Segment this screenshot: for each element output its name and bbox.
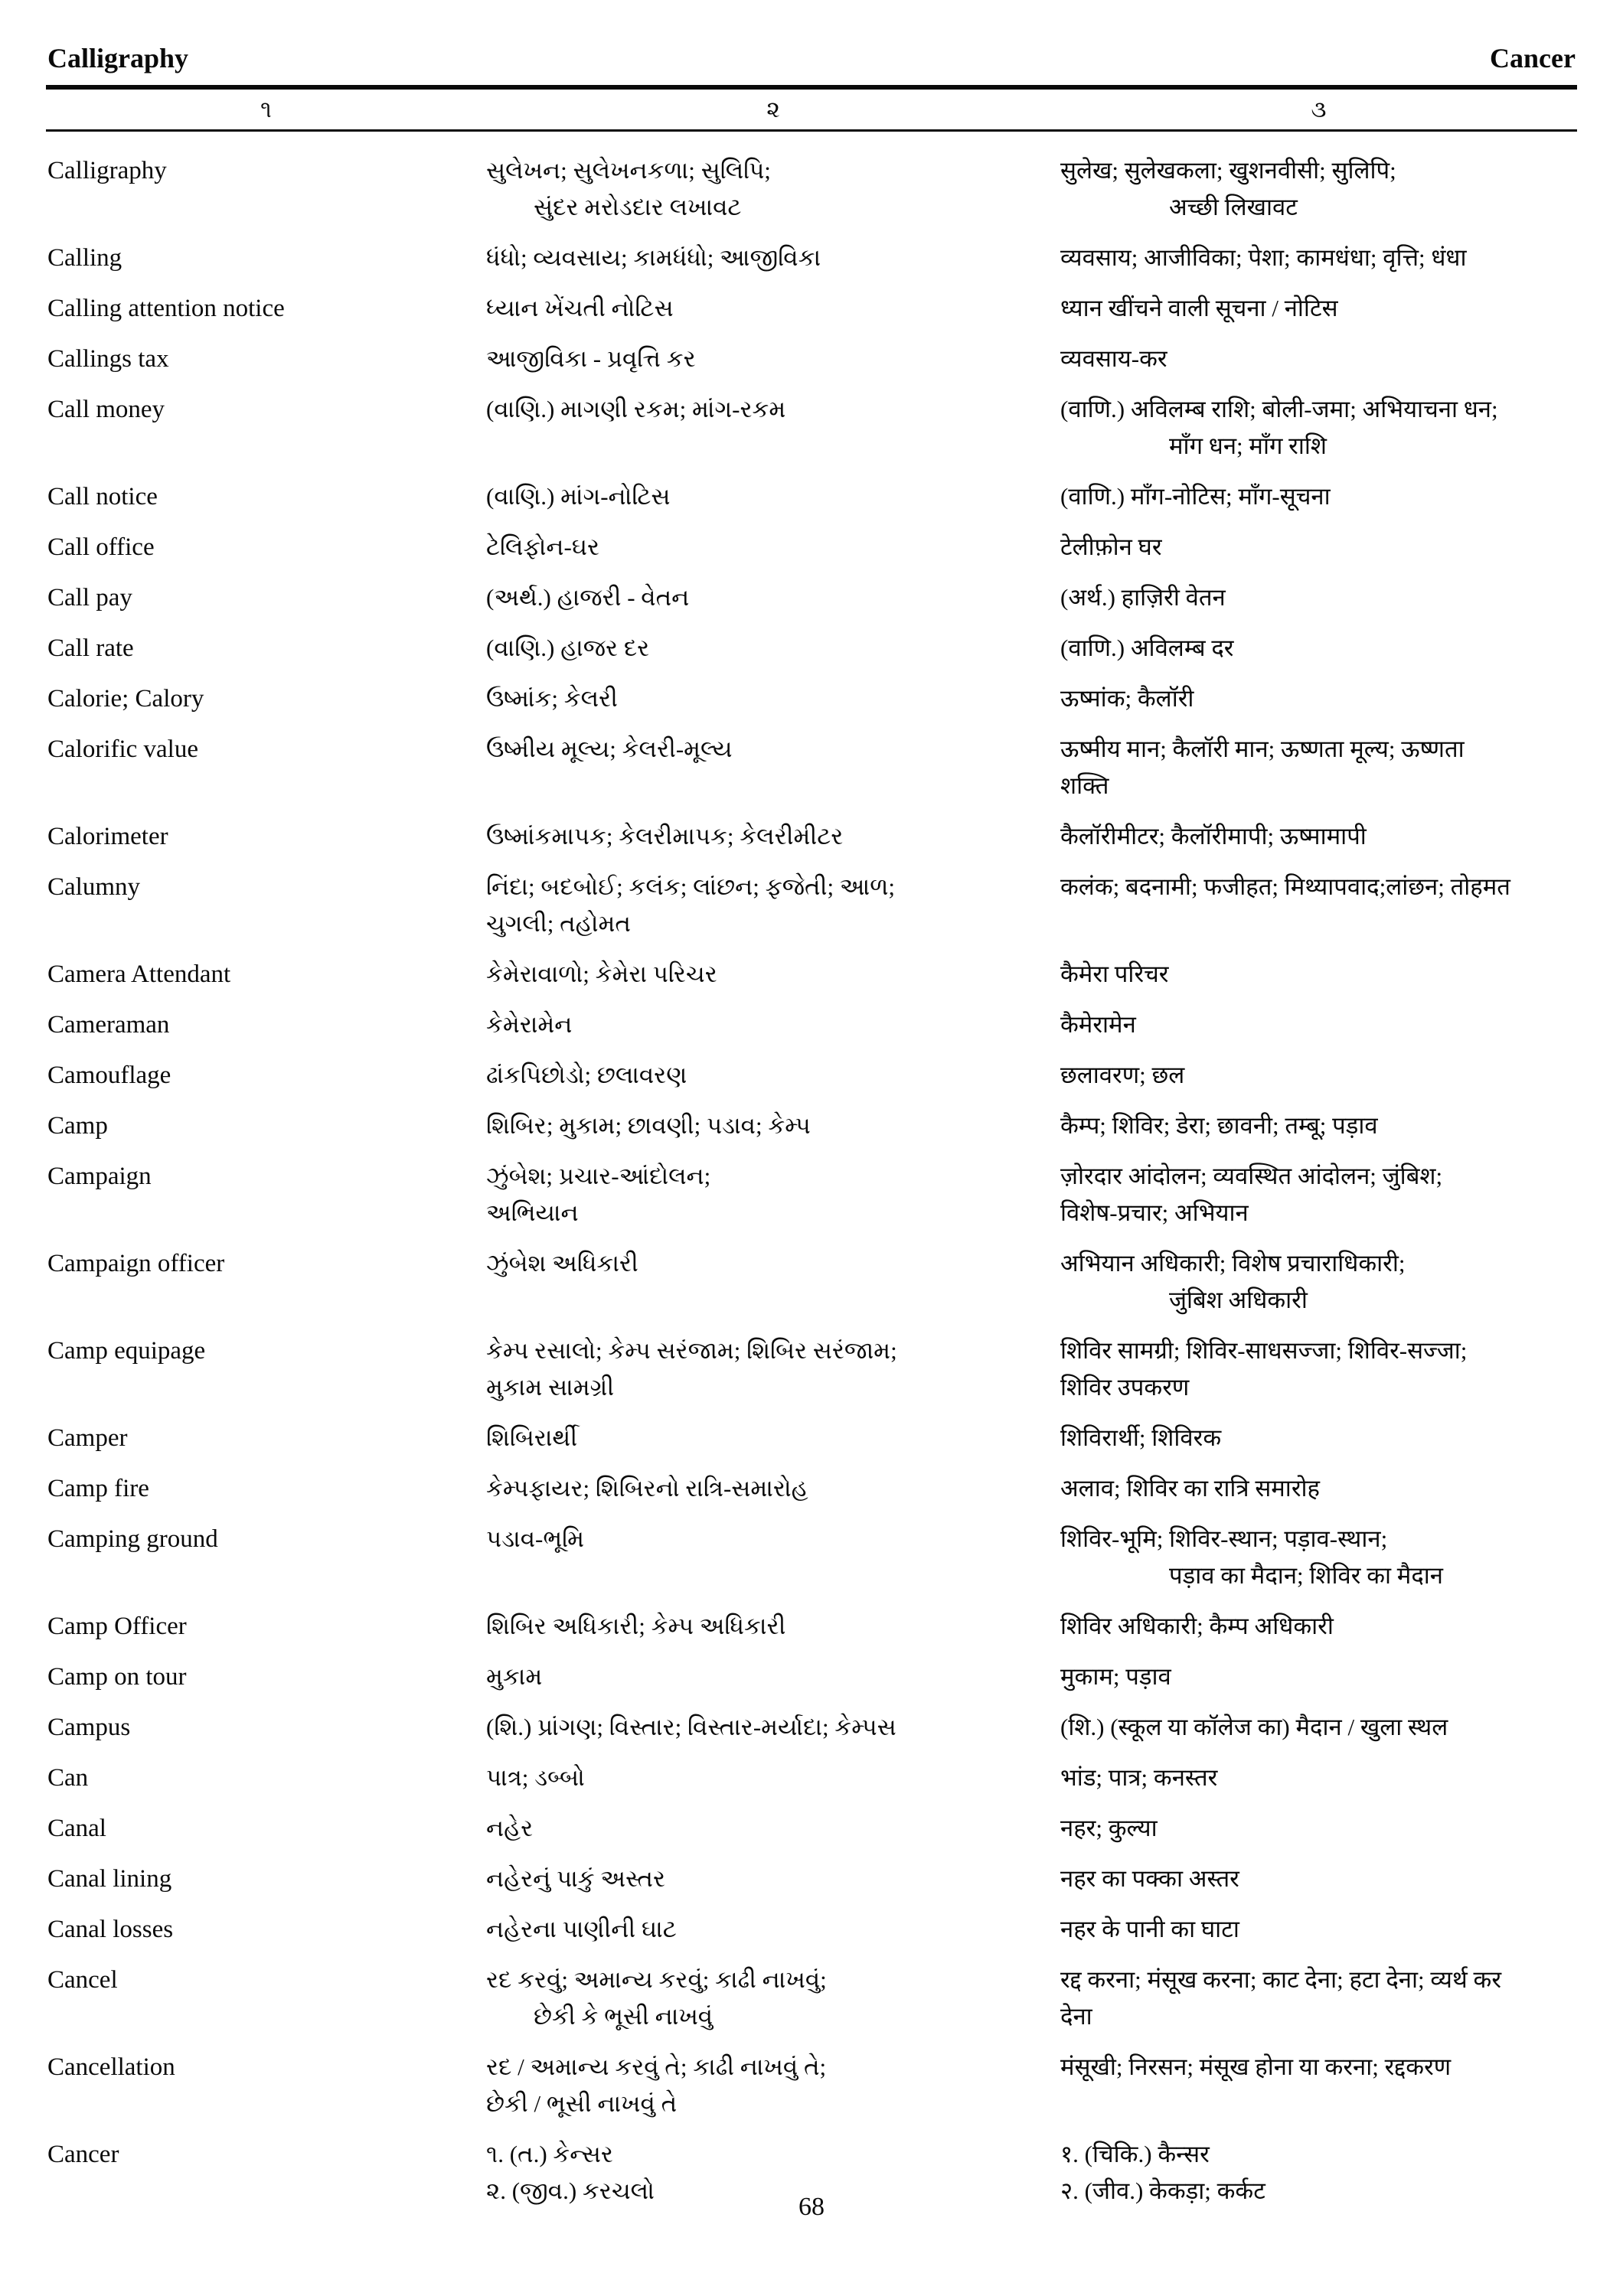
gujarati-line: ધ્યાન ખેંચતી નોટિસ: [486, 295, 674, 321]
entry-gujarati-translation: [486, 630, 1060, 667]
entry-gujarati-translation: [486, 1658, 1060, 1695]
entry-gujarati-translation: [486, 1521, 1060, 1557]
entry-hindi-translation: [1060, 579, 1577, 616]
gujarati-line: રદ કરવું; અમાન્ય કરવું; કાઢી નાખવું;: [486, 1966, 827, 1993]
entry-english-term: Camouflage: [47, 1062, 171, 1089]
running-head-right-word: Cancer: [1490, 43, 1576, 73]
gujarati-line: આજીવિકા - પ્રવૃત્તિ કર: [486, 345, 696, 372]
entry-english-term: Calorific value: [47, 735, 199, 763]
dictionary-row: [46, 1601, 1577, 1652]
entry-english-term: Call money: [47, 396, 165, 423]
entry-english-term: Campus: [47, 1714, 131, 1741]
entry-gujarati-translation: [486, 478, 1060, 515]
entry-english-term: Calorie; Calory: [47, 685, 204, 713]
dictionary-row: [46, 1955, 1577, 2042]
dictionary-row: [46, 1326, 1577, 1413]
gujarati-line: સુંદર મરોડદાર લખાવટ: [534, 194, 742, 220]
hindi-line: पड़ाव का मैदान; शिविर का मैदान: [1169, 1562, 1444, 1589]
hindi-line: कैम्प; शिविर; डेरा; छावनी; तम्बू; पड़ाव: [1060, 1112, 1378, 1139]
hindi-line: टेलीफ़ोन घर: [1060, 533, 1162, 560]
dictionary-row: [46, 1702, 1577, 1753]
gujarati-line: છેકી કે ભૂસી નાખવું: [534, 2003, 714, 2030]
gujarati-line: (વાણિ.) માંગ-નોટિસ: [486, 483, 671, 510]
dictionary-row: [46, 145, 1577, 233]
dictionary-row: [46, 811, 1577, 862]
header-rule-thin: [46, 129, 1577, 132]
hindi-line: कैमेरा परिचर: [1060, 960, 1169, 987]
hindi-line: कैलॉरीमीटर; कैलॉरीमापी; ऊष्मामापी: [1060, 823, 1367, 850]
entry-hindi-translation: [1060, 240, 1577, 276]
hindi-line: १. (चिकि.) कैन्सर: [1060, 2141, 1210, 2167]
dictionary-row: [46, 1151, 1577, 1238]
entry-hindi-translation: [1060, 1158, 1577, 1231]
gujarati-line: શિબિર અધિકારી; કેમ્પ અધિકારી: [486, 1613, 786, 1639]
gujarati-line: શિબિર; મુકામ; છાવણી; પડાવ; કેમ્પ: [486, 1112, 811, 1139]
hindi-line: ज़ोरदार आंदोलन; व्यवस्थित आंदोलन; जुंबिश;: [1060, 1163, 1443, 1189]
gujarati-line: કેમ્પ રસાલો; કેમ્પ સરંજામ; શિબિર સરંજામ;: [486, 1337, 897, 1364]
entry-gujarati-translation: [486, 956, 1060, 993]
gujarati-line: ઉષ્માંકમાપક; કેલરીમાપક; કેલરીમીટર: [486, 823, 844, 850]
entry-hindi-translation: [1060, 1709, 1577, 1746]
dictionary-row: [46, 1854, 1577, 1904]
dictionary-row: [46, 1514, 1577, 1601]
entry-english-term: Camp: [47, 1112, 108, 1140]
gujarati-line: ટેલિફોન-ઘર: [486, 533, 600, 560]
entry-english-term: Camper: [47, 1424, 128, 1452]
dictionary-row: [46, 623, 1577, 673]
hindi-line: नहर के पानी का घाटा: [1060, 1916, 1239, 1942]
gujarati-line: (વાણિ.) હાજર દર: [486, 634, 650, 661]
entry-gujarati-translation: [486, 1709, 1060, 1746]
dictionary-row: [46, 2042, 1577, 2129]
dictionary-row: [46, 1904, 1577, 1955]
entry-gujarati-translation: [486, 341, 1060, 377]
entry-english-term: Canal lining: [47, 1865, 172, 1893]
entry-english-term: Calling attention notice: [47, 295, 285, 322]
hindi-line: (शि.) (स्कूल या कॉलेज का) मैदान / खुला स्थल: [1060, 1714, 1448, 1740]
entry-gujarati-translation: [486, 152, 1060, 226]
entry-english-term: Cancel: [47, 1966, 118, 1994]
dictionary-row: [46, 1000, 1577, 1050]
gujarati-line: ઉષ્માંક; કેલરી: [486, 685, 618, 712]
dictionary-row: [46, 384, 1577, 471]
entry-gujarati-translation: [486, 290, 1060, 327]
gujarati-line: ઝુંબેશ અધિકારી: [486, 1250, 638, 1277]
hindi-line: व्यवसाय-कर: [1060, 345, 1167, 372]
dictionary-row: [46, 1101, 1577, 1151]
gujarati-line: કેમેરાવાળો; કેમેરા પરિચર: [486, 960, 717, 987]
entry-hindi-translation: [1060, 152, 1577, 226]
entry-gujarati-translation: [486, 1245, 1060, 1282]
entry-gujarati-translation: [486, 391, 1060, 428]
dictionary-row: [46, 283, 1577, 334]
entry-english-term: Calligraphy: [47, 157, 167, 184]
hindi-line: सुलेख; सुलेखकला; खुशनवीसी; सुलिपि;: [1060, 157, 1396, 184]
hindi-line: छलावरण; छल: [1060, 1062, 1185, 1088]
entry-gujarati-translation: [486, 1962, 1060, 2035]
entry-hindi-translation: [1060, 1006, 1577, 1043]
entry-gujarati-translation: [486, 1760, 1060, 1796]
entry-gujarati-translation: [486, 1107, 1060, 1144]
entry-gujarati-translation: [486, 1332, 1060, 1406]
gujarati-line: કેમેરામેન: [486, 1011, 573, 1038]
hindi-line: अभियान अधिकारी; विशेष प्रचाराधिकारी;: [1060, 1250, 1406, 1277]
gujarati-line: ૧. (ત.) કેન્સર: [486, 2141, 613, 2167]
entry-hindi-translation: [1060, 1420, 1577, 1456]
hindi-line: नहर का पक्का अस्तर: [1060, 1865, 1239, 1892]
gujarati-line: (અર્થ.) હાજરી - વેતન: [486, 584, 690, 611]
entry-hindi-translation: [1060, 1911, 1577, 1948]
dictionary-row: [46, 334, 1577, 384]
hindi-line: ऊष्मीय मान; कैलॉरी मान; ऊष्णता मूल्य; ऊष्णता: [1060, 735, 1465, 762]
gujarati-line: ચુગલી; તહોમત: [486, 910, 631, 937]
hindi-line: मंसूखी; निरसन; मंसूख होना या करना; रद्दकरण: [1060, 2053, 1452, 2080]
entry-hindi-translation: [1060, 341, 1577, 377]
dictionary-row: [46, 949, 1577, 1000]
entry-english-term: Calumny: [47, 873, 140, 901]
dictionary-row: [46, 1050, 1577, 1101]
entry-hindi-translation: [1060, 1962, 1577, 2035]
gujarati-line: મુકામ: [486, 1663, 543, 1690]
entry-english-term: Camp equipage: [47, 1337, 206, 1365]
entry-gujarati-translation: [486, 818, 1060, 855]
entry-english-term: Canal losses: [47, 1916, 174, 1943]
gujarati-line: શિબિરાર્થી: [486, 1424, 578, 1451]
entry-gujarati-translation: [486, 1911, 1060, 1948]
gujarati-line: મુકામ સામગ્રી: [486, 1374, 615, 1401]
hindi-line: शिविरार्थी; शिविरक: [1060, 1424, 1222, 1451]
entry-hindi-translation: [1060, 391, 1577, 465]
hindi-line: (वाणि.) अविलम्ब दर: [1060, 634, 1234, 661]
gujarati-line: રદ / અમાન્ય કરવું તે; કાઢી નાખવું તે;: [486, 2053, 827, 2080]
entry-hindi-translation: [1060, 1107, 1577, 1144]
dictionary-row: [46, 522, 1577, 572]
hindi-line: शिविर-भूमि; शिविर-स्थान; पड़ाव-स्थान;: [1060, 1525, 1388, 1552]
entry-english-term: Can: [47, 1764, 89, 1792]
gujarati-line: નિંદા; બદબોઈ; કલંક; લાંછન; ફજેતી; આળ;: [486, 873, 896, 900]
hindi-line: माँग धन; माँग राशि: [1169, 432, 1327, 459]
gujarati-line: ઝુંબેશ; પ્રચાર-આંદોલન;: [486, 1163, 711, 1189]
entry-english-term: Calling: [47, 244, 122, 272]
entry-gujarati-translation: [486, 1470, 1060, 1507]
gujarati-line: (શિ.) પ્રાંગણ; વિસ્તાર; વિસ્તાર-મર્યાદા; કેમ્પસ: [486, 1714, 896, 1740]
column-number-3: ૩: [1311, 97, 1327, 122]
entry-hindi-translation: [1060, 1245, 1577, 1319]
dictionary-row: [46, 1652, 1577, 1702]
entry-gujarati-translation: [486, 680, 1060, 717]
entry-hindi-translation: [1060, 2049, 1577, 2086]
dictionary-row: [46, 1753, 1577, 1803]
hindi-line: व्यवसाय; आजीविका; पेशा; कामधंधा; वृत्ति; धंधा: [1060, 244, 1467, 271]
entry-english-term: Campaign officer: [47, 1250, 225, 1277]
entry-english-term: Callings tax: [47, 345, 169, 373]
entry-hindi-translation: [1060, 731, 1577, 804]
running-head: [46, 42, 1577, 82]
entry-hindi-translation: [1060, 1810, 1577, 1847]
entry-gujarati-translation: [486, 529, 1060, 566]
dictionary-row: [46, 233, 1577, 283]
dictionary-row: [46, 862, 1577, 949]
dictionary-row: [46, 1803, 1577, 1854]
entry-hindi-translation: [1060, 1470, 1577, 1507]
dictionary-row: [46, 471, 1577, 522]
entry-hindi-translation: [1060, 1057, 1577, 1094]
hindi-line: देना: [1060, 2003, 1092, 2030]
hindi-line: ध्यान खींचने वाली सूचना / नोटिस: [1060, 295, 1338, 321]
hindi-line: कलंक; बदनामी; फजीहत; मिथ्यापवाद;लांछन; तोहमत: [1060, 873, 1510, 900]
gujarati-line: (વાણિ.) માગણી રકમ; માંગ-રકમ: [486, 396, 786, 422]
entry-english-term: Camp on tour: [47, 1663, 187, 1691]
hindi-line: नहर; कुल्या: [1060, 1815, 1158, 1841]
entry-gujarati-translation: [486, 1158, 1060, 1231]
hindi-line: कैमेरामेन: [1060, 1011, 1136, 1038]
column-number-2: ૨: [766, 97, 780, 122]
entry-english-term: Call rate: [47, 634, 134, 662]
gujarati-line: છેકી / ભૂસી નાખવું તે: [486, 2090, 678, 2117]
entry-hindi-translation: [1060, 290, 1577, 327]
entry-english-term: Cameraman: [47, 1011, 170, 1039]
hindi-line: शिविर सामग्री; शिविर-साधसज्जा; शिविर-सज्जा;: [1060, 1337, 1468, 1364]
entry-gujarati-translation: [486, 1057, 1060, 1094]
entry-gujarati-translation: [486, 1810, 1060, 1847]
entry-list: [46, 145, 1577, 2216]
entry-gujarati-translation: [486, 869, 1060, 942]
hindi-line: जुंबिश अधिकारी: [1169, 1287, 1308, 1313]
hindi-line: अच्छी लिखावट: [1169, 194, 1298, 220]
hindi-line: (अर्थ.) हाज़िरी वेतन: [1060, 584, 1226, 611]
entry-english-term: Cancer: [47, 2141, 119, 2168]
entry-gujarati-translation: [486, 1608, 1060, 1645]
entry-hindi-translation: [1060, 1332, 1577, 1406]
entry-english-term: Call office: [47, 533, 155, 561]
hindi-line: ऊष्मांक; कैलॉरी: [1060, 685, 1194, 712]
hindi-line: (वाणि.) माँग-नोटिस; माँग-सूचना: [1060, 483, 1331, 510]
dictionary-page: [46, 42, 1577, 2221]
hindi-line: शिविर अधिकारी; कैम्प अधिकारी: [1060, 1613, 1334, 1639]
gujarati-line: કેમ્પફાયર; શિબિરનો રાત્રિ-સમારોહ: [486, 1475, 808, 1502]
entry-gujarati-translation: [486, 1420, 1060, 1456]
column-number-row: [46, 90, 1577, 129]
dictionary-row: [46, 1413, 1577, 1463]
entry-english-term: Camp fire: [47, 1475, 149, 1502]
gujarati-line: નહેર: [486, 1815, 534, 1841]
hindi-line: भांड; पात्र; कनस्तर: [1060, 1764, 1218, 1791]
entry-hindi-translation: [1060, 1521, 1577, 1594]
running-head-left-word: Calligraphy: [47, 43, 189, 73]
entry-gujarati-translation: [486, 2049, 1060, 2122]
entry-hindi-translation: [1060, 869, 1577, 905]
gujarati-line: સુલેખન; સુલેખનકળા; સુલિપિ;: [486, 157, 771, 184]
gujarati-line: પાત્ર; ડબ્બો: [486, 1764, 585, 1791]
hindi-line: शक्ति: [1060, 772, 1109, 799]
entry-hindi-translation: [1060, 1608, 1577, 1645]
gujarati-line: નહેરનું પાકું અસ્તર: [486, 1865, 665, 1892]
gujarati-line: અભિયાન: [486, 1199, 579, 1226]
dictionary-row: [46, 1463, 1577, 1514]
entry-hindi-translation: [1060, 818, 1577, 855]
entry-gujarati-translation: [486, 240, 1060, 276]
hindi-line: मुकाम; पड़ाव: [1060, 1663, 1171, 1690]
gujarati-line: પડાવ-ભૂમિ: [486, 1525, 585, 1552]
entry-gujarati-translation: [486, 731, 1060, 768]
entry-english-term: Call notice: [47, 483, 158, 510]
hindi-line: रद्द करना; मंसूख करना; काट देना; हटा देना; व्यर्थ कर: [1060, 1966, 1502, 1993]
entry-english-term: Cancellation: [47, 2053, 175, 2081]
entry-english-term: Campaign: [47, 1163, 152, 1190]
dictionary-row: [46, 673, 1577, 724]
gujarati-line: નહેરના પાણીની ઘાટ: [486, 1916, 677, 1942]
entry-hindi-translation: [1060, 680, 1577, 717]
hindi-line: २. (जीव.) केकड़ा; कर्कट: [1060, 2177, 1265, 2204]
dictionary-row: [46, 724, 1577, 811]
entry-hindi-translation: [1060, 1861, 1577, 1897]
gujarati-line: ૨. (જીવ.) કરચલો: [486, 2177, 655, 2204]
column-number-1: ૧: [260, 97, 272, 122]
entry-english-term: Canal: [47, 1815, 106, 1842]
hindi-line: अलाव; शिविर का रात्रि समारोह: [1060, 1475, 1321, 1502]
gujarati-line: ધંધો; વ્યવસાય; કામધંધો; આજીવિકા: [486, 244, 821, 271]
entry-english-term: Camera Attendant: [47, 960, 231, 988]
hindi-line: विशेष-प्रचार; अभियान: [1060, 1199, 1249, 1226]
hindi-line: (वाणि.) अविलम्ब राशि; बोली-जमा; अभियाचना धन;: [1060, 396, 1498, 422]
entry-english-term: Call pay: [47, 584, 132, 612]
hindi-line: शिविर उपकरण: [1060, 1374, 1190, 1401]
entry-hindi-translation: [1060, 630, 1577, 667]
entry-english-term: Calorimeter: [47, 823, 168, 850]
gujarati-line: ઉષ્મીય મૂલ્ય; કેલરી-મૂલ્ય: [486, 735, 733, 762]
entry-hindi-translation: [1060, 1658, 1577, 1695]
dictionary-row: [46, 1238, 1577, 1326]
entry-hindi-translation: [1060, 529, 1577, 566]
entry-english-term: Camping ground: [47, 1525, 218, 1553]
entry-hindi-translation: [1060, 478, 1577, 515]
entry-gujarati-translation: [486, 579, 1060, 616]
entry-english-term: Camp Officer: [47, 1613, 187, 1640]
entry-hindi-translation: [1060, 956, 1577, 993]
entry-gujarati-translation: [486, 1006, 1060, 1043]
dictionary-row: [46, 572, 1577, 623]
gujarati-line: ઢાંકપિછોડો; છલાવરણ: [486, 1062, 687, 1088]
entry-gujarati-translation: [486, 1861, 1060, 1897]
entry-hindi-translation: [1060, 1760, 1577, 1796]
page-number: 68: [798, 2193, 825, 2221]
